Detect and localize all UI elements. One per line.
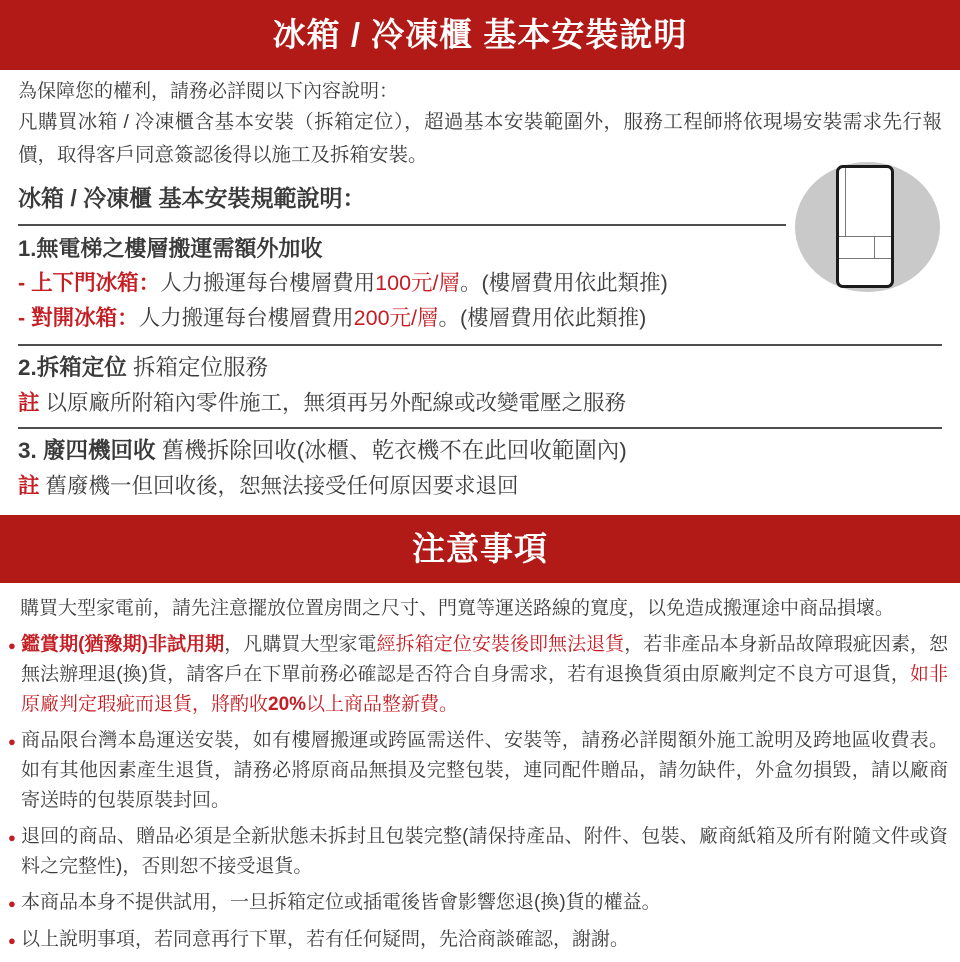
fridge-door-seam-line (845, 168, 846, 236)
list-item (8, 888, 948, 919)
notice-bullet-text: 本商品本身不提供試用，一旦拆箱定位或插電後皆會影響您退(換)貨的權益。 (21, 892, 661, 913)
page-title: 冰箱 / 冷凍櫃 基本安裝說明 (272, 16, 688, 53)
list-item (8, 822, 948, 882)
fee-line-top-bottom-door: - 上下門冰箱：人力搬運每台樓層費用100元/層。(樓層費用依此類推) (18, 271, 668, 295)
section-old-appliance-recycle (18, 437, 627, 499)
notice-bullet-text: 以上說明事項，若同意再行下單，若有任何疑問，先洽商談確認，謝謝。 (21, 929, 630, 950)
notice-bullet-text: 退回的商品、贈品必須是全新狀態未拆封且包裝完整(請保持產品、附件、包裝、廠商紙箱及所有附隨文件或資料之完整性)，否則恕不接受退貨。 (21, 826, 948, 877)
section-stairs-fee (18, 236, 668, 340)
bullet-icon: ● (8, 734, 16, 749)
intro-lead-text: 為保障您的權利，請務必詳閱以下內容說明： (18, 81, 399, 102)
fee-line-side-by-side: - 對開冰箱：人力搬運每台樓層費用200元/層。(樓層費用依此類推) (18, 306, 647, 330)
fridge-illustration (795, 162, 940, 292)
divider-line-1 (18, 224, 786, 226)
spec-section-heading: 冰箱 / 冷凍櫃 基本安裝規範說明： (18, 185, 366, 211)
section-2-note: 註 以原廠所附箱內零件施工，無須再另外配線或改變電壓之服務 (18, 391, 626, 415)
fridge-drawer-split-line (874, 236, 875, 258)
intro-body-text: 凡購買冰箱 / 冷凍櫃含基本安裝（拆箱定位），超過基本安裝範圍外，服務工程師將依現場安裝需求先行報價，取得客戶同意簽認後得以施工及拆箱安裝。 (18, 111, 942, 166)
main-title-banner (0, 0, 960, 70)
list-item (8, 726, 948, 816)
section-3-note: 註 舊廢機一但回收後，恕無法接受任何原因要求退回 (18, 474, 519, 498)
list-item (8, 925, 948, 956)
section-2-title: 2.拆箱定位 拆箱定位服務 (18, 355, 269, 380)
notice-bullet-text: 鑑賞期(猶豫期)非試用期，凡購買大型家電經拆箱定位安裝後即無法退貨，若非產品本身新品故障瑕疵因素，恕無法辦理退(換)貨，請客戶在下單前務必確認是否符合自身需求，若有退換貨須由原廠判定不良方可退貨，如非原廠判定瑕疵而退貨，將酌收20%以上商品整新費。 (21, 634, 948, 715)
bullet-icon: ● (8, 830, 16, 845)
fridge-drawer-divider-bottom (839, 258, 891, 259)
notice-banner (0, 515, 960, 583)
notice-bullet-list (8, 630, 948, 956)
divider-line-3 (18, 427, 942, 429)
refrigerator-icon (836, 165, 894, 288)
notice-title: 注意事項 (412, 530, 548, 567)
section-unbox-positioning (18, 354, 626, 416)
list-item (8, 630, 948, 720)
divider-line-2 (18, 344, 942, 346)
notice-bullet-text: 商品限台灣本島運送安裝，如有樓層搬運或跨區需送件、安裝等，請務必詳閱額外施工說明及跨地區收費表。如有其他因素產生退貨，請務必將原商品無損及完整包裝，連同配件贈品，請勿缺件，外盒勿損毀，請以廠商寄送時的包裝原裝封回。 (21, 730, 948, 811)
notice-intro-text: 購買大型家電前，請先注意擺放位置房間之尺寸、門寬等運送路線的寬度，以免造成搬運途中商品損壞。 (20, 598, 895, 619)
bullet-icon: ● (8, 638, 16, 653)
section-3-title: 3. 廢四機回收 舊機拆除回收(冰櫃、乾衣機不在此回收範圍內) (18, 438, 627, 463)
notice-list (8, 594, 948, 962)
bullet-icon: ● (8, 896, 16, 911)
section-1-title: 1.無電梯之樓層搬運需額外加收 (18, 236, 323, 261)
bullet-icon: ● (8, 933, 16, 948)
fridge-drawer-divider-top (839, 236, 891, 237)
